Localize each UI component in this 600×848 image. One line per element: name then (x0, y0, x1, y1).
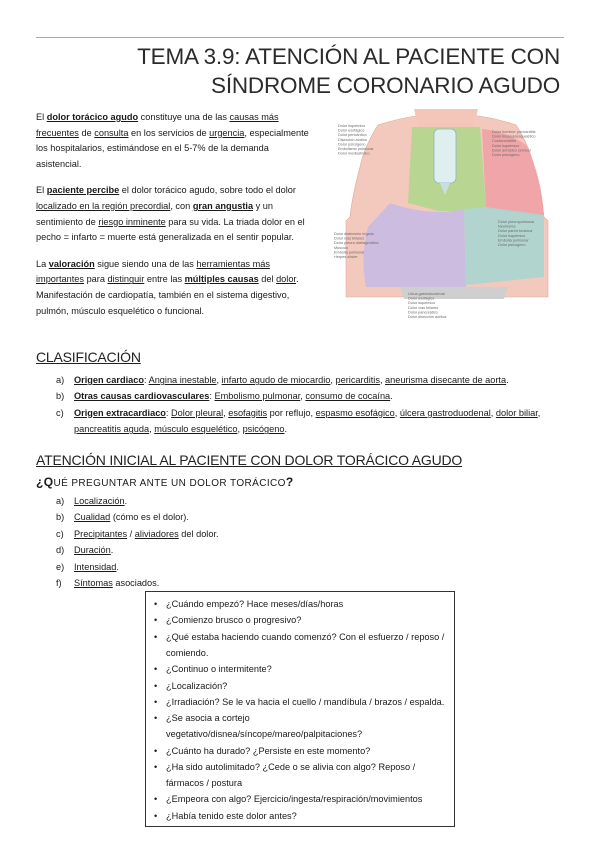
term-multiples-causas: múltiples causas (184, 274, 259, 285)
questions-box (145, 591, 455, 827)
text-run: . Manifestación de cardiopatía, también en el sistema digestivo, pulmón, músculo esquelético o funcional. (36, 274, 299, 316)
subheading-que-preguntar (36, 475, 294, 489)
term-dolor-toracico-agudo: dolor torácico agudo (46, 112, 139, 122)
term-musculo: músculo esquelético (154, 424, 238, 435)
list-item (36, 493, 436, 509)
text-run: , (490, 407, 496, 418)
text-run: . (116, 561, 119, 572)
bullet: • (154, 664, 158, 675)
text-run: por reflujo, (267, 407, 316, 418)
text-run: . (506, 375, 509, 385)
text-run: , (216, 375, 222, 385)
list-marker: b) (56, 391, 65, 402)
term-duracion: Duración (74, 545, 111, 556)
list-item (154, 613, 448, 629)
term-riesgo-inminente: riesgo inminente (98, 216, 166, 227)
text-run: , (237, 424, 243, 435)
text-run: , especialmente los hospitalarios, estimándose en el 5-7% de la demanda asistencial. (36, 127, 309, 169)
list-marker: c) (56, 407, 64, 418)
figure-label: Dolor hombro: pericarditis (492, 130, 536, 134)
term-esofagitis: esofagitis (228, 407, 268, 418)
term-angina: Angina inestable (148, 375, 217, 385)
list-marker: e) (56, 561, 65, 572)
term-iam: infarto agudo de miocardio (221, 375, 331, 385)
figure-label: Dolor pleuropulmonar (498, 220, 535, 224)
neck-shape (414, 109, 478, 127)
figure-label: Dolor vías biliares (334, 236, 365, 241)
figure-label: Dolor distensión hígado (334, 232, 374, 236)
figure-label: Dolor vías biliares (408, 305, 439, 310)
figure-label: Dolor musculoesquelético (492, 134, 536, 139)
text-run: El (36, 185, 47, 196)
figure-label: Dolor psicógeno (492, 153, 520, 157)
term-dolor-pleural: Dolor pleural (171, 407, 224, 418)
list-marker: f) (56, 578, 62, 589)
list-text (74, 526, 436, 542)
text-run: , (330, 375, 336, 385)
list-marker: b) (56, 512, 65, 523)
list-item (154, 744, 448, 760)
intro-paragraph-1 (36, 110, 316, 172)
list-item (154, 792, 448, 808)
text-run: , con (170, 200, 193, 211)
term-localizacion: Localización (74, 496, 125, 506)
text-run: , (223, 407, 229, 418)
figure-label: Embolia pulmonar (334, 250, 365, 255)
bullet: • (154, 615, 158, 626)
term-sintomas: Síntomas (74, 578, 113, 589)
figure-label: Dolor esofágico (408, 296, 435, 301)
trachea-illustration (434, 129, 456, 183)
figure-label: Dolor isquémico (408, 301, 436, 306)
q-open: ¿ (36, 475, 44, 489)
list-text (74, 405, 566, 438)
text-run: del (258, 274, 277, 285)
text-run: , (394, 407, 400, 418)
question-text: ¿Empeora con algo? Ejercicio/ingesta/respiración/movimientos (166, 794, 423, 805)
figure-label: Ulcus gastroduodenal (408, 292, 445, 296)
term-cualidad: Cualidad (74, 512, 111, 523)
question-text: ¿Cuándo empezó? Hace meses/días/horas (166, 599, 344, 609)
intro-paragraph-2 (36, 183, 316, 245)
text-run: de (78, 127, 95, 138)
term-origen-extracardiaco: Origen extracardiaco (74, 407, 166, 418)
text-run: (cómo es el dolor). (110, 512, 189, 523)
list-item (36, 388, 566, 404)
question-text: ¿Había tenido este dolor antes? (166, 810, 297, 821)
text-run: . (390, 391, 393, 402)
text-run: La (36, 258, 49, 269)
list-marker: a) (56, 496, 65, 506)
text-run: : (209, 391, 215, 402)
text-run: , (149, 424, 155, 435)
text-run: entre las (144, 274, 185, 285)
question-text: ¿Cuánto ha durado? ¿Persiste en este momento? (166, 745, 371, 756)
figure-label: Dolor esofágico (338, 128, 365, 133)
intro-text (36, 110, 316, 330)
text-run: sigue siendo una de las (94, 258, 197, 269)
figure-label: Dolor isquémico (492, 143, 520, 148)
list-item (36, 526, 436, 542)
term-pancreatitis: pancreatitis aguda (74, 424, 150, 435)
list-text (74, 388, 566, 404)
term-urgencia: urgencia (209, 127, 245, 138)
question-text: ¿Irradiación? Se le va hacia el cuello / mandíbula / brazos / espalda. (166, 696, 445, 707)
text-run: : (165, 407, 172, 418)
bullet: • (154, 794, 158, 805)
text-run: : (143, 375, 149, 385)
bullet: • (154, 745, 158, 756)
figure-label: Dolor pericárdico (338, 133, 367, 138)
term-intensidad: Intensidad (74, 561, 117, 572)
question-text: ¿Localización? (166, 680, 228, 691)
text-run: el dolor torácico agudo, sobre todo el dolor (119, 185, 296, 196)
list-item (36, 575, 436, 591)
region-lower-lilac (363, 203, 466, 287)
intro-paragraph-3 (36, 257, 316, 319)
text-run: constituye una de las (138, 112, 230, 122)
q-close: ? (285, 475, 294, 489)
term-embolismo: Embolismo pulmonar (214, 391, 301, 402)
figure-label: Dolor pleura diafragmática (334, 241, 379, 246)
term-precipitantes: Precipitantes (74, 528, 128, 539)
figure-label: Costocondritis (492, 139, 517, 144)
term-gran-angustia: gran angustia (192, 200, 254, 211)
figure-label: Dolor mediastínico (338, 151, 370, 156)
figure-label: Dolor artrósico cervical (492, 148, 531, 153)
list-item (154, 760, 448, 792)
text-run: . (284, 424, 288, 435)
bullet: • (154, 599, 158, 609)
text-run: , (537, 407, 541, 418)
term-paciente-percibe: paciente percibe (46, 185, 120, 196)
text-run: . (124, 496, 128, 506)
list-item (154, 695, 448, 711)
list-text (74, 493, 436, 509)
q-cap: Q (43, 475, 54, 489)
term-otras-causas: Otras causas cardiovasculares (74, 391, 210, 402)
figure-label: Dolor psicógeno (338, 142, 366, 147)
list-text (74, 575, 436, 591)
list-marker: d) (56, 545, 65, 556)
list-item (36, 372, 566, 388)
bullet: • (154, 810, 158, 821)
question-text: ¿Ha sido autolimitado? ¿Cede o se alivia con algo? Reposo / fármacos / postura (166, 762, 416, 788)
header-rule (36, 37, 564, 38)
bullet: • (154, 680, 158, 691)
page-title (40, 42, 560, 100)
list-item (154, 630, 448, 662)
text-run: El (36, 112, 47, 122)
svg-text:Dolor isquémicoDolor esofágico (338, 124, 374, 156)
figure-label: Dolor disección aórtica (408, 315, 447, 319)
term-psicogeno: psicógeno (242, 424, 285, 435)
term-ulcera: úlcera gastroduodenal (399, 407, 491, 418)
bullet: • (154, 696, 158, 707)
bullet: • (154, 713, 158, 724)
term-pericarditis: pericarditis (335, 375, 380, 385)
figure-label: Neumonía (498, 224, 516, 229)
figure-label: Herpes zóster (334, 255, 358, 259)
list-item (154, 662, 448, 678)
figure-label: Músculo (334, 245, 349, 250)
figure-label: Dolor isquémico (338, 124, 366, 128)
term-causas-frecuentes: causas más frecuentes (36, 112, 279, 138)
question-text: ¿Comienzo brusco o progresivo? (166, 615, 302, 626)
text-run: para (84, 274, 108, 285)
list-item (36, 509, 436, 525)
figure-label: Embolia pulmonar (498, 238, 529, 243)
list-item (36, 542, 436, 558)
list-item (36, 559, 436, 575)
list-marker: c) (56, 528, 64, 539)
title-line-2: SÍNDROME CORONARIO AGUDO (211, 73, 560, 98)
text-run: y un sentimiento de (36, 200, 273, 227)
heading-clasificacion: CLASIFICACIÓN (36, 349, 141, 365)
preguntas-list (36, 493, 436, 591)
question-text: ¿Qué estaba haciendo cuando comenzó? Con el esfuerzo / reposo / comiendo. (166, 631, 445, 658)
term-distinguir: distinguir (107, 274, 145, 285)
list-item (154, 711, 448, 743)
list-marker: a) (56, 375, 65, 385)
figure-label: Dolor pared torácica (498, 229, 533, 234)
text-run: en los servicios de (128, 127, 210, 138)
text-run: para su vida. La triada dolor en el pecho = infarto = muerte está generalizada en el sentir popular. (36, 216, 305, 243)
text-run: . (110, 545, 114, 556)
term-herramientas: herramientas más importantes (36, 258, 270, 285)
q-rest: UÉ PREGUNTAR ANTE UN DOLOR TORÁCICO (53, 478, 286, 489)
question-text: ¿Se asocia a cortejo vegetativo/disnea/síncope/mareo/palpitaciones? (166, 713, 363, 740)
term-region-precordial: localizado en la región precordial (36, 200, 171, 211)
question-text: ¿Continuo o intermitente? (166, 664, 272, 675)
term-aliviadores: aliviadores (134, 528, 179, 539)
figure-label: Dolor isquémico (498, 233, 526, 238)
term-dolor: dolor (276, 274, 296, 285)
clasificacion-list (36, 372, 566, 438)
text-run: asociados. (112, 578, 160, 589)
term-aneurisma: aneurisma disecante de aorta (385, 375, 507, 385)
figure-label: Dolor psicógeno (498, 243, 526, 247)
figure-label: Embolismo pulmonar (338, 147, 374, 151)
list-text (74, 509, 436, 525)
term-origen-cardiaco: Origen cardiaco (74, 375, 144, 385)
text-run: , (300, 391, 306, 402)
list-item (154, 679, 448, 695)
term-dolor-biliar: dolor biliar (495, 407, 538, 418)
list-text (74, 542, 436, 558)
term-cocaina: consumo de cocaína (305, 391, 391, 402)
list-text (74, 372, 566, 388)
term-consulta: consulta (94, 127, 129, 138)
chest-pain-diagram (330, 107, 562, 319)
list-item (36, 405, 566, 438)
list-item (154, 597, 448, 613)
term-espasmo: espasmo esofágico (315, 407, 395, 418)
title-line-1: TEMA 3.9: ATENCIÓN AL PACIENTE CON (137, 44, 560, 69)
figure-label: Dolor pancreático (408, 310, 438, 315)
list-text (74, 559, 436, 575)
list-item (154, 809, 448, 825)
text-run: del dolor. (178, 528, 219, 539)
heading-atencion-inicial: ATENCIÓN INICIAL AL PACIENTE CON DOLOR TORÁCICO AGUDO (36, 452, 463, 468)
bullet: • (154, 762, 158, 773)
term-valoracion: valoración (48, 258, 95, 269)
bullet: • (154, 631, 158, 642)
text-run: / (127, 528, 135, 539)
figure-label: Disección aórtica (338, 137, 367, 142)
text-run: , (379, 375, 386, 385)
